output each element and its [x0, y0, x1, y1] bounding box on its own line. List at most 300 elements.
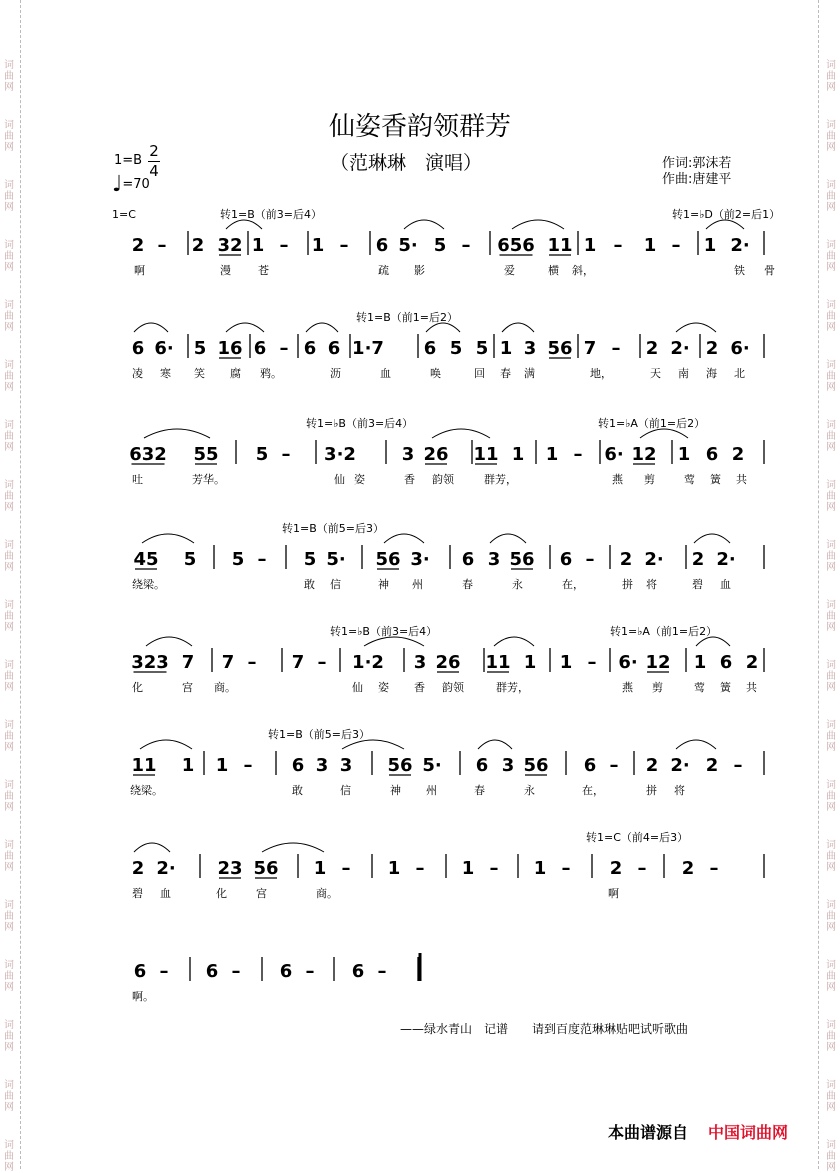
lyric: 商。: [316, 887, 338, 900]
lyric: 宫: [256, 887, 267, 900]
note: 5·: [398, 235, 418, 256]
slur-arc: [146, 637, 192, 646]
note: –: [611, 338, 621, 359]
lyric: 鸦。: [260, 367, 282, 380]
slur-arc: [494, 637, 534, 646]
song-title: 仙姿香韵领群芳: [328, 112, 511, 142]
note: 2·: [670, 755, 690, 776]
slur-arc: [226, 323, 264, 332]
slur-arc: [696, 637, 730, 646]
note: 2: [681, 858, 695, 879]
note: 1: [693, 652, 707, 673]
note: 2: [131, 858, 145, 879]
lyric: 血: [160, 887, 171, 900]
lyric: 韵领: [442, 681, 464, 694]
lyricist-credit: 作词:郭沫若: [662, 156, 732, 171]
note: 5: [433, 235, 447, 256]
note: 2: [705, 338, 719, 359]
note: 3·: [410, 549, 430, 570]
note: 2·: [156, 858, 176, 879]
slur-arc: [262, 843, 324, 852]
note: 5: [475, 338, 489, 359]
note: 7: [291, 652, 305, 673]
note: 56: [253, 858, 279, 879]
note: 2: [731, 444, 745, 465]
lyric: 拼: [622, 578, 633, 591]
time-signature-top: 2: [149, 142, 159, 160]
slur-arc: [384, 534, 424, 543]
note: 2·: [670, 338, 690, 359]
note: 6: [559, 549, 573, 570]
note: 656: [497, 235, 535, 256]
note: 1: [643, 235, 657, 256]
lyric: 永: [524, 784, 535, 797]
note: –: [317, 652, 327, 673]
lyric: 啊: [608, 887, 619, 900]
note: 2: [705, 755, 719, 776]
lyric: 横: [548, 264, 559, 277]
slur-arc: [478, 740, 512, 749]
note: 12: [645, 652, 671, 673]
watermark-text: 词 曲 网: [826, 1020, 836, 1053]
performer-line: （范琳琳 演唱）: [330, 152, 483, 174]
slur-arc: [144, 429, 210, 438]
note: –: [461, 235, 471, 256]
slur-arc: [226, 220, 262, 229]
note: 3: [401, 444, 415, 465]
lyric: 影: [414, 264, 425, 277]
slur-arc: [502, 323, 534, 332]
lyric: 宫: [182, 681, 193, 694]
lyric: 敢: [292, 784, 303, 797]
note: 6: [279, 961, 293, 982]
watermark-text: 词 曲 网: [826, 960, 836, 993]
lyric: 北: [734, 367, 745, 380]
watermark-text: 词 曲 网: [826, 780, 836, 813]
watermark-text: 词 曲 网: [826, 360, 836, 393]
note: 2: [745, 652, 759, 673]
note: 6·: [604, 444, 624, 465]
watermark-text: 词 曲 网: [826, 180, 836, 213]
lyric: 啊: [134, 264, 145, 277]
note: 1: [677, 444, 691, 465]
lyric: 芳华。: [192, 473, 225, 486]
note: 11: [473, 444, 499, 465]
note: 1: [559, 652, 573, 673]
note: 5: [449, 338, 463, 359]
watermark-text: 词 曲 网: [4, 840, 14, 873]
note: 32: [217, 235, 243, 256]
note: –: [671, 235, 681, 256]
note: –: [573, 444, 583, 465]
lyric: 斜，: [572, 264, 594, 277]
note: 1: [703, 235, 717, 256]
lyric: 韵领: [432, 473, 454, 486]
lyric: 莺: [694, 681, 705, 694]
lyric: 群芳，: [484, 473, 517, 486]
note: 5: [255, 444, 269, 465]
lyric: 剪: [644, 473, 655, 486]
watermark-text: 词 曲 网: [826, 660, 836, 693]
lyric: 燕: [612, 473, 623, 486]
slur-arc: [134, 323, 168, 332]
source-credit: [608, 1120, 788, 1143]
lyric: 沥: [330, 367, 341, 380]
lyric: 绕梁。: [130, 784, 163, 797]
note: 6·: [154, 338, 174, 359]
lyric: 凌: [132, 367, 143, 380]
lyric: 将: [674, 784, 685, 797]
watermark-text: 词 曲 网: [826, 900, 836, 933]
note: –: [733, 755, 743, 776]
watermark-text: 词 曲 网: [4, 420, 14, 453]
note: 3: [339, 755, 353, 776]
key-signature: 1=B: [114, 153, 143, 168]
note: –: [257, 549, 267, 570]
lyric: 化: [216, 887, 227, 900]
note: 2: [131, 235, 145, 256]
slur-arc: [404, 220, 444, 229]
slur-arc: [432, 429, 490, 438]
lyric: 满: [524, 367, 535, 380]
watermark-text: 词 曲 网: [4, 1020, 14, 1053]
lyric: 永: [512, 578, 523, 591]
note: 1: [251, 235, 265, 256]
note: 1: [499, 338, 513, 359]
lyric: 信: [340, 784, 351, 797]
slur-arc: [512, 220, 564, 229]
note: 45: [133, 549, 159, 570]
note: 55: [193, 444, 219, 465]
transcriber-note: ——绿水青山 记谱 请到百度范琳琳贴吧试听歌曲: [400, 1022, 689, 1036]
note: 6: [131, 338, 145, 359]
watermark-text: 词 曲 网: [826, 300, 836, 333]
note: 2·: [716, 549, 736, 570]
note: 2·: [644, 549, 664, 570]
lyric: 笑: [194, 367, 205, 380]
note: 1: [387, 858, 401, 879]
watermark-text: 词 曲 网: [826, 840, 836, 873]
lyric: 将: [646, 578, 657, 591]
lyric: 血: [720, 578, 731, 591]
note: 323: [131, 652, 169, 673]
lyric: 姿: [354, 473, 365, 486]
time-signature-bottom: 4: [149, 162, 159, 180]
note: 5: [303, 549, 317, 570]
watermark-text: 词 曲 网: [826, 120, 836, 153]
note: –: [585, 549, 595, 570]
note: –: [243, 755, 253, 776]
note: 12: [631, 444, 657, 465]
lyric: 剪: [652, 681, 663, 694]
note: 6: [133, 961, 147, 982]
watermark-text: 词 曲 网: [4, 300, 14, 333]
lyric: 春: [462, 578, 473, 591]
note: 56: [509, 549, 535, 570]
lyric: 爱: [504, 264, 515, 277]
slur-arc: [134, 843, 170, 852]
lyric: 骨: [764, 264, 775, 277]
note: 2: [645, 755, 659, 776]
note: 56: [387, 755, 413, 776]
note: 11: [131, 755, 157, 776]
lyric: 铁: [734, 264, 745, 277]
lyric: 吐: [132, 473, 143, 486]
note: 2: [691, 549, 705, 570]
note: –: [561, 858, 571, 879]
note: –: [279, 235, 289, 256]
note: 56: [375, 549, 401, 570]
note: 1·2: [352, 652, 384, 673]
note: 5: [193, 338, 207, 359]
watermark-text: 词 曲 网: [4, 720, 14, 753]
note: 3: [487, 549, 501, 570]
watermark-text: 词 曲 网: [826, 420, 836, 453]
note: 16: [217, 338, 243, 359]
key-change-label: 转1=♭B（前3=后4）: [306, 417, 414, 430]
source-label: 本曲谱源自: [608, 1123, 689, 1142]
slur-arc: [426, 323, 460, 332]
watermark-text: 词 曲 网: [826, 60, 836, 93]
note: 6: [205, 961, 219, 982]
lyric: 疏: [378, 264, 389, 277]
key-change-label: 转1=B（前5=后3）: [282, 522, 384, 535]
slur-arc: [694, 534, 730, 543]
lyric: 啊。: [132, 990, 154, 1003]
watermark-text: 词 曲 网: [4, 600, 14, 633]
note: 56: [523, 755, 549, 776]
note: 6: [291, 755, 305, 776]
lyric: 化: [132, 681, 143, 694]
watermark-text: 词 曲 网: [826, 720, 836, 753]
note: 3: [523, 338, 537, 359]
note: –: [587, 652, 597, 673]
note: 5·: [326, 549, 346, 570]
watermark-text: 词 曲 网: [4, 1140, 14, 1173]
key-change-label: 转1=♭A（前1=后2）: [598, 417, 706, 430]
key-change-label: 转1=B（前1=后2）: [356, 311, 458, 324]
slur-arc: [342, 740, 404, 749]
tempo-value: =70: [122, 177, 150, 192]
note: 11: [485, 652, 511, 673]
note: 3: [315, 755, 329, 776]
slur-arc: [306, 323, 338, 332]
lyric: 碧: [132, 887, 143, 900]
watermark-text: 词 曲 网: [4, 1080, 14, 1113]
quarter-note-icon: ♩: [112, 172, 123, 197]
note: 3: [413, 652, 427, 673]
note: –: [377, 961, 387, 982]
lyric: 共: [746, 681, 757, 694]
note: 2: [609, 858, 623, 879]
note: 1·7: [352, 338, 384, 359]
lyric: 神: [378, 578, 389, 591]
note: 6: [461, 549, 475, 570]
watermark-text: 词 曲 网: [4, 120, 14, 153]
note: 1: [523, 652, 537, 673]
lyric: 碧: [692, 578, 703, 591]
lyric: 敢: [304, 578, 315, 591]
slur-arc: [364, 637, 424, 646]
lyric: 香: [414, 681, 425, 694]
note: –: [637, 858, 647, 879]
lyric: 燕: [622, 681, 633, 694]
lyric: 州: [412, 578, 423, 591]
note: 2·: [730, 235, 750, 256]
note: 6: [583, 755, 597, 776]
lyric: 天: [650, 367, 661, 380]
note: 23: [217, 858, 243, 879]
note: 5: [231, 549, 245, 570]
key-change-label: 转1=C（前4=后3）: [586, 831, 689, 844]
lyric: 苍: [258, 264, 269, 277]
lyric: 簧: [710, 473, 721, 486]
note: –: [415, 858, 425, 879]
lyric: 南: [678, 367, 689, 380]
key-change-label: 转1=♭D（前2=后1）: [672, 208, 781, 221]
lyric: 寒: [160, 367, 171, 380]
note: –: [157, 235, 167, 256]
slur-arc: [706, 220, 744, 229]
note: –: [281, 444, 291, 465]
key-change-label: 转1=B（前5=后3）: [268, 728, 370, 741]
lyric: 群芳，: [496, 681, 529, 694]
note: 6: [719, 652, 733, 673]
note: 7: [221, 652, 235, 673]
note: 6: [253, 338, 267, 359]
lyric: 信: [330, 578, 341, 591]
note: 6: [705, 444, 719, 465]
note: 6: [423, 338, 437, 359]
lyric: 海: [706, 367, 717, 380]
lyric: 仙: [334, 473, 345, 486]
lyric: 地，: [590, 367, 612, 380]
note: 6: [303, 338, 317, 359]
note: 26: [435, 652, 461, 673]
lyric: 州: [426, 784, 437, 797]
note: 6: [375, 235, 389, 256]
slur-arc: [140, 740, 192, 749]
note: 1: [311, 235, 325, 256]
note: 26: [423, 444, 449, 465]
note: 1: [545, 444, 559, 465]
lyric: 春: [500, 367, 511, 380]
source-brand: 中国词曲网: [708, 1123, 789, 1142]
slur-arc: [490, 534, 526, 543]
watermark-text: 词 曲 网: [4, 180, 14, 213]
watermark-text: 词 曲 网: [826, 600, 836, 633]
lyric: 回: [474, 367, 485, 380]
watermark-text: 词 曲 网: [4, 780, 14, 813]
lyric: 姿: [378, 681, 389, 694]
key-change-label: 1=C: [112, 208, 136, 221]
watermark-text: 词 曲 网: [4, 960, 14, 993]
lyric: 绕梁。: [132, 578, 165, 591]
note: –: [489, 858, 499, 879]
lyric: 在，: [562, 578, 584, 591]
note: 6: [327, 338, 341, 359]
note: 2: [191, 235, 205, 256]
watermark-text: 词 曲 网: [4, 480, 14, 513]
slur-arc: [676, 323, 716, 332]
watermark-text: 词 曲 网: [4, 60, 14, 93]
watermark-text: 词 曲 网: [4, 540, 14, 573]
note: 1: [533, 858, 547, 879]
note: 632: [129, 444, 167, 465]
note: 3·2: [324, 444, 356, 465]
lyric: 莺: [684, 473, 695, 486]
note: 7: [181, 652, 195, 673]
key-change-label: 转1=♭B（前3=后4）: [330, 625, 438, 638]
note: –: [231, 961, 241, 982]
watermark-text: 词 曲 网: [4, 240, 14, 273]
note: 1: [313, 858, 327, 879]
watermark-text: 词 曲 网: [826, 1140, 836, 1173]
watermark-text: 词 曲 网: [4, 360, 14, 393]
lyric: 商。: [214, 681, 236, 694]
note: 1: [181, 755, 195, 776]
key-change-label: 转1=B（前3=后4）: [220, 208, 322, 221]
note: –: [609, 755, 619, 776]
lyric: 腐: [230, 367, 241, 380]
lyric: 漫: [220, 264, 231, 277]
note: 56: [547, 338, 573, 359]
watermark-text: 词 曲 网: [826, 480, 836, 513]
slur-arc: [640, 429, 688, 438]
lyric: 拼: [646, 784, 657, 797]
lyric: 共: [736, 473, 747, 486]
note: 5·: [422, 755, 442, 776]
lyric: 唤: [430, 367, 441, 380]
lyric: 春: [474, 784, 485, 797]
note: –: [339, 235, 349, 256]
lyric: 仙: [352, 681, 363, 694]
slur-arc: [142, 534, 194, 543]
note: 6: [475, 755, 489, 776]
note: –: [709, 858, 719, 879]
note: 1: [511, 444, 525, 465]
slur-arc: [676, 740, 716, 749]
lyric: 簧: [720, 681, 731, 694]
note: 2: [619, 549, 633, 570]
note: 6: [351, 961, 365, 982]
note: 6·: [618, 652, 638, 673]
note: 3: [501, 755, 515, 776]
watermark-text: 词 曲 网: [4, 660, 14, 693]
note: 1: [461, 858, 475, 879]
lyric: 在，: [582, 784, 604, 797]
composer-credit: 作曲:唐建平: [662, 172, 732, 187]
note: 11: [547, 235, 573, 256]
note: –: [279, 338, 289, 359]
note: –: [341, 858, 351, 879]
note: 1: [583, 235, 597, 256]
lyric: 神: [390, 784, 401, 797]
watermark-text: 词 曲 网: [826, 1080, 836, 1113]
key-change-label: 转1=♭A（前1=后2）: [610, 625, 718, 638]
note: –: [305, 961, 315, 982]
watermark-text: 词 曲 网: [826, 240, 836, 273]
lyric: 香: [404, 473, 415, 486]
note: –: [247, 652, 257, 673]
note: –: [613, 235, 623, 256]
note: –: [159, 961, 169, 982]
watermark-text: 词 曲 网: [826, 540, 836, 573]
note: 7: [583, 338, 597, 359]
lyric: 血: [380, 367, 391, 380]
note: 6·: [730, 338, 750, 359]
note: 2: [645, 338, 659, 359]
